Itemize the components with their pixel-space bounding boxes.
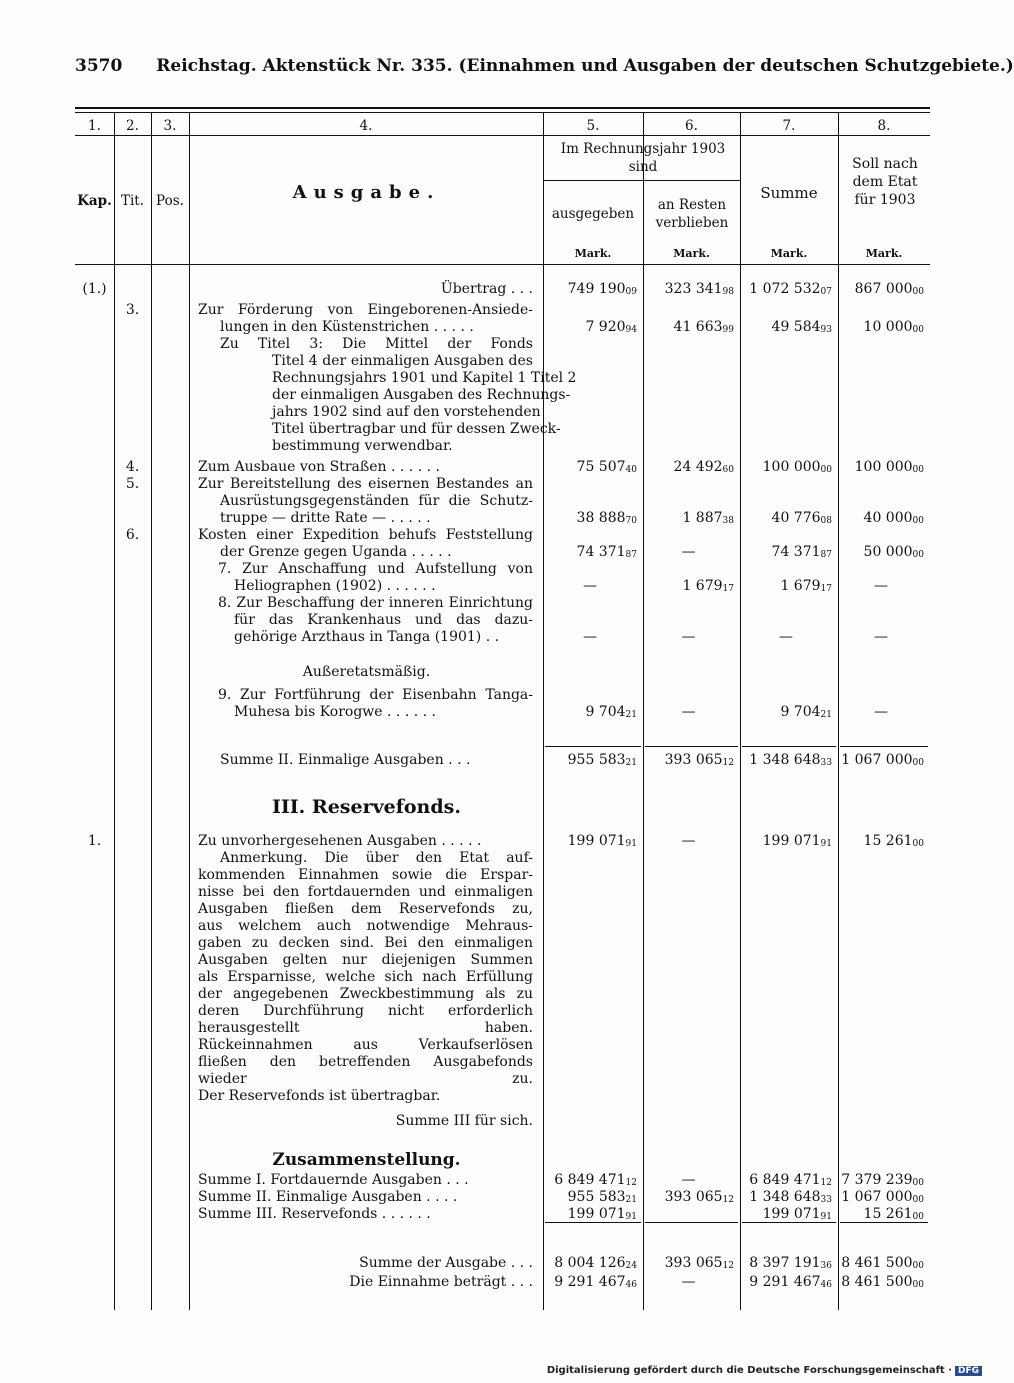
row-description [190,796,543,818]
row-description [198,687,533,721]
value-amount: 100 000 [762,459,821,475]
value-v5 [543,833,637,853]
sum-rule [742,1222,836,1223]
value-v6 [643,752,734,772]
description-line: kommenden Einnahmen sowie die Erspar- [198,867,533,883]
value-amount: 41 663 [673,319,723,335]
value-v7 [740,1206,832,1226]
row-description [198,833,533,850]
value-amount: — [681,833,696,849]
value-pfennig: 21 [625,758,637,768]
description-line: Zusammenstellung. [272,1150,461,1170]
value-pfennig: 46 [820,1280,832,1290]
value-v5 [543,1206,637,1226]
description-line: Summe II. Einmalige Ausgaben . . . [220,752,471,768]
value-v8 [838,1274,924,1294]
value-pfennig: 40 [625,465,637,475]
value-v7 [740,510,832,530]
description-line: wieder zu. [198,1071,533,1087]
value-pfennig: 00 [912,516,924,526]
value-v6 [643,629,734,646]
value-amount: 323 341 [664,281,723,297]
value-v6 [643,1189,734,1209]
description-line: 7. Zur Anschaffung und Aufstellung von [218,561,533,577]
description-line: herausgestellt haben. [198,1020,533,1036]
header-bottom-line [75,264,930,265]
value-amount: — [583,578,597,594]
value-amount: 867 000 [854,281,913,297]
value-pfennig: 12 [820,1178,832,1188]
value-v5 [543,459,637,479]
value-amount: 199 071 [567,1206,626,1222]
value-pfennig: 12 [722,758,734,768]
value-v7 [740,544,832,564]
value-pfennig: 00 [912,325,924,335]
description-line: der einmaligen Ausgaben des Rechnungs- [272,387,571,403]
value-pfennig: 00 [912,839,924,849]
value-amount: 49 584 [771,319,821,335]
description-line: Zur Bereitstellung des eisernen Bestandes an [198,476,533,492]
description-line: Zu unvorhergesehenen Ausgaben . . . . . [198,833,482,849]
value-amount: 15 261 [863,833,913,849]
description-line: nisse bei den fortdauernden und einmaligen [198,884,533,900]
value-pfennig: 00 [912,550,924,560]
col-number-6: 6. [685,118,698,134]
value-v6 [643,1255,734,1275]
value-amount: 7 379 239 [841,1172,913,1188]
value-amount: — [779,629,793,645]
value-amount: 1 067 000 [841,1189,913,1205]
ausgabe-header: Ausgabe. [292,182,441,203]
value-amount: 38 888 [576,510,626,526]
description-line: Summe der Ausgabe . . . [359,1255,533,1271]
description-line: gaben zu decken sind. Bei den einmaligen [198,935,533,951]
value-pfennig: 33 [820,758,832,768]
kap-number: (1.) [82,281,107,297]
description-line: gehörige Arzthaus in Tanga (1901) . . [234,629,500,645]
row-description [198,1274,533,1291]
value-amount: 955 583 [567,752,626,768]
description-line: als Ersparnisse, welche sich nach Erfüllung [198,969,533,985]
description-line: Titel 4 der einmaligen Ausgaben des [272,353,533,369]
value-pfennig: 33 [820,1195,832,1205]
value-v6 [643,319,734,339]
value-v7 [740,752,832,772]
col-number-8: 8. [877,118,891,134]
value-v7 [740,578,832,598]
description-line: Ausrüstungsgegenständen für die Schutz- [220,493,533,509]
value-pfennig: 91 [625,1212,637,1222]
page-title: Reichstag. Aktenstück Nr. 335. (Einnahmen und Ausgaben der deutschen Schutzgebiete.) [156,56,1014,76]
value-amount: 1 348 648 [749,1189,821,1205]
description-line: Summe I. Fortdauernde Ausgaben . . . [198,1172,469,1188]
value-pfennig: 00 [820,465,832,475]
description-line: Rechnungsjahrs 1901 und Kapitel 1 Titel 2 [272,370,577,386]
row-description [198,850,533,1105]
description-line: lungen in den Küstenstrichen . . . . . [220,319,474,335]
value-amount: 6 849 471 [554,1172,626,1188]
value-amount: 1 679 [682,578,723,594]
value-amount: 7 920 [585,319,626,335]
footer-text: Digitalisierung gefördert durch die Deutsche Forschungsgemeinschaft · [546,1365,952,1376]
mark-label-5: Mark. [574,247,612,260]
value-v5 [543,319,637,339]
value-pfennig: 12 [722,1261,734,1271]
value-amount: 8 004 126 [554,1255,626,1271]
page-number: 3570 [75,56,123,76]
value-pfennig: 24 [625,1261,637,1271]
value-amount: 199 071 [567,833,626,849]
description-line: Heliographen (1902) . . . . . . [234,578,436,594]
value-amount: 40 776 [771,510,821,526]
value-v6 [643,1274,734,1291]
value-pfennig: 46 [625,1280,637,1290]
value-v8 [838,629,924,646]
value-v8 [838,510,924,530]
value-v7 [740,704,832,724]
value-v6 [643,544,734,561]
value-amount: 40 000 [863,510,913,526]
value-pfennig: 00 [912,1212,924,1222]
value-v7 [740,833,832,853]
value-pfennig: 70 [625,516,637,526]
rechnungsjahr-header: Im Rechnungsjahr 1903 sind [560,141,726,175]
value-pfennig: 00 [912,465,924,475]
value-v7 [740,629,832,646]
value-amount: — [681,544,696,560]
description-line: der angegebenen Zweckbestimmung als zu [198,986,533,1002]
sum-rule [840,746,928,747]
description-line: Zu Titel 3: Die Mittel der Fonds [220,336,533,352]
value-v5 [543,704,637,724]
value-pfennig: 98 [722,287,734,297]
tit-number: 3. [125,302,140,318]
mark-label-6: Mark. [673,247,710,260]
subheader-line [543,180,740,181]
col-number-3: 3. [163,118,177,134]
row-description [198,1206,533,1223]
row-description [198,1189,533,1206]
value-v6 [643,281,734,301]
value-v8 [838,1255,924,1275]
page-header [75,56,1014,76]
description-line: für das Krankenhaus und das dazu- [234,612,533,628]
col-number-1: 1. [88,118,101,134]
value-pfennig: 12 [625,1178,637,1188]
value-v7 [740,319,832,339]
header-number-line [75,135,930,136]
value-amount: 749 190 [567,281,626,297]
description-line: Der Reservefonds ist übertragbar. [198,1088,441,1104]
tit-header: Tit. [120,193,145,209]
row-description [198,1172,533,1189]
row-description [198,1255,533,1272]
sum-rule [645,746,738,747]
value-v8 [838,704,924,721]
value-v5 [543,1274,637,1294]
summe-header: Summe [760,184,818,202]
row-description [190,1150,543,1170]
col-number-2: 2. [126,118,139,134]
value-amount: 8 397 191 [749,1255,821,1271]
value-v6 [643,510,734,530]
footer [547,1365,982,1376]
value-amount: 393 065 [664,1189,723,1205]
value-pfennig: 87 [625,550,637,560]
sum-rule [545,746,641,747]
value-pfennig: 21 [820,710,832,720]
dfg-logo: DFG [955,1366,982,1376]
value-pfennig: 00 [912,1280,924,1290]
value-amount: 6 849 471 [749,1172,821,1188]
description-line: bestimmung verwendbar. [272,438,453,454]
ausgegeben-header: ausgegeben [551,206,635,222]
value-amount: 393 065 [664,1255,723,1271]
value-amount: 10 000 [863,319,913,335]
description-line: III. Reservefonds. [272,796,461,818]
col-divider [151,113,152,1310]
row-description [220,752,533,769]
value-amount: 199 071 [762,1206,821,1222]
col-number-4: 4. [359,118,373,134]
value-v8 [838,544,924,564]
value-v6 [643,1172,734,1189]
value-pfennig: 07 [820,287,832,297]
value-pfennig: 21 [625,1195,637,1205]
value-v5 [543,510,637,530]
description-line: Muhesa bis Korogwe . . . . . . [234,704,436,720]
value-v6 [643,833,734,850]
row-description [198,281,533,298]
value-amount: 8 461 500 [841,1274,913,1290]
value-amount: 24 492 [673,459,723,475]
kap-number: 1. [87,833,102,849]
value-v6 [643,459,734,479]
col-number-7: 7. [782,118,796,134]
value-amount: 8 461 500 [841,1255,913,1271]
description-line: 8. Zur Beschaffung der inneren Einrichtung [218,595,533,611]
tit-number: 6. [125,527,140,543]
description-line: Ausgaben gelten nur diejenigen Summen [198,952,533,968]
value-amount: 199 071 [762,833,821,849]
description-line: Ausgaben fließen dem Reservefonds zu, [198,901,533,917]
value-pfennig: 91 [820,839,832,849]
value-amount: 9 704 [585,704,626,720]
tit-number: 4. [125,459,140,475]
value-v7 [740,459,832,479]
description-line: Summe III für sich. [395,1113,533,1129]
description-line: Anmerkung. Die über den Etat auf- [220,850,533,866]
description-line: 9. Zur Fortführung der Eisenbahn Tanga- [218,687,533,703]
value-amount: — [681,1274,696,1290]
an-resten-header: an Resten verblieben [655,197,729,231]
soll-header: Soll nach dem Etat für 1903 [852,156,918,208]
value-pfennig: 12 [722,1195,734,1205]
description-line: der Grenze gegen Uganda . . . . . [220,544,452,560]
value-amount: 75 507 [576,459,626,475]
value-v8 [838,459,924,479]
description-line: fließen den betreffenden Ausgabefonds [198,1054,533,1070]
sum-rule [840,1222,928,1223]
value-pfennig: 00 [912,1178,924,1188]
value-pfennig: 36 [820,1261,832,1271]
row-description [198,527,533,561]
value-amount: — [874,629,888,645]
value-v8 [838,319,924,339]
value-pfennig: 94 [625,325,637,335]
value-pfennig: 00 [912,1195,924,1205]
description-line: Außeretatsmäßig. [302,664,431,680]
value-v8 [838,833,924,853]
value-pfennig: 93 [820,325,832,335]
value-amount: 1 887 [682,510,723,526]
value-v7 [740,1274,832,1294]
value-amount: 74 371 [576,544,626,560]
row-description [198,476,533,527]
value-v8 [838,1206,924,1226]
value-pfennig: 00 [912,758,924,768]
description-line: Rückeinnahmen aus Verkaufserlösen [198,1037,533,1053]
description-line: Zur Förderung von Eingeborenen-Ansiede- [198,302,533,318]
value-pfennig: 91 [625,839,637,849]
row-description [190,664,543,681]
col-divider [114,113,115,1310]
sum-rule [645,1222,738,1223]
value-v7 [740,281,832,301]
value-amount: — [583,629,597,645]
value-amount: 1 679 [780,578,821,594]
value-amount: — [681,629,696,645]
value-amount: 1 072 532 [749,281,821,297]
value-v5 [543,629,637,646]
kap-header: Kap. [77,193,112,209]
tit-number: 5. [125,476,140,492]
value-pfennig: 00 [912,1261,924,1271]
value-amount: — [874,704,888,720]
value-amount: 955 583 [567,1189,626,1205]
top-rule [75,107,930,109]
mark-label-8: Mark. [865,247,903,260]
description-line: Titel übertragbar und für dessen Zweck- [272,421,561,437]
row-description [198,336,577,455]
description-line: Zum Ausbaue von Straßen . . . . . . [198,459,440,475]
description-line: aus welchem auch notwendige Mehraus- [198,918,533,934]
value-amount: 1 067 000 [841,752,913,768]
value-amount: 9 704 [780,704,821,720]
description-line: jahrs 1902 sind auf den vorstehenden [272,404,541,420]
description-line: Kosten einer Expedition behufs Feststellung [198,527,533,543]
row-description [198,302,533,336]
value-amount: 50 000 [863,544,913,560]
value-amount: 15 261 [863,1206,913,1222]
sum-rule [545,1222,641,1223]
row-description [198,459,533,476]
value-v5 [543,752,637,772]
description-line: Die Einnahme beträgt . . . [349,1274,533,1290]
value-v6 [643,578,734,598]
value-v8 [838,578,924,595]
value-amount: 1 348 648 [749,752,821,768]
value-amount: — [681,1172,696,1188]
row-description [198,595,533,646]
value-amount: 9 291 467 [749,1274,821,1290]
col-divider [189,113,190,1310]
value-amount: — [874,578,888,594]
value-v8 [838,752,924,772]
value-amount: — [681,704,696,720]
mark-label-7: Mark. [770,247,808,260]
value-v8 [838,281,924,301]
description-line: Summe III. Reservefonds . . . . . . [198,1206,431,1222]
value-amount: 9 291 467 [554,1274,626,1290]
description-line: Summe II. Einmalige Ausgaben . . . . [198,1189,458,1205]
value-pfennig: 09 [625,287,637,297]
value-pfennig: 60 [722,465,734,475]
value-pfennig: 87 [820,550,832,560]
description-line: deren Durchführung nicht erforderlich [198,1003,533,1019]
value-v6 [643,704,734,721]
value-v7 [740,1255,832,1275]
value-pfennig: 17 [820,584,832,594]
value-v5 [543,544,637,564]
value-amount: 100 000 [854,459,913,475]
value-v5 [543,1255,637,1275]
value-pfennig: 08 [820,516,832,526]
description-line: Übertrag . . . [440,281,533,297]
description-line: truppe — dritte Rate — . . . . . [220,510,431,526]
value-pfennig: 00 [912,287,924,297]
value-v5 [543,578,637,595]
value-v5 [543,281,637,301]
sum-rule [742,746,836,747]
col-number-5: 5. [586,118,600,134]
value-pfennig: 21 [625,710,637,720]
value-pfennig: 38 [722,516,734,526]
row-description [198,561,533,595]
value-amount: 74 371 [771,544,821,560]
top-rule-thin [75,112,930,113]
value-amount: 393 065 [664,752,723,768]
pos-header: Pos. [156,193,184,209]
value-pfennig: 99 [722,325,734,335]
row-description [198,1113,533,1130]
value-pfennig: 91 [820,1212,832,1222]
value-pfennig: 17 [722,584,734,594]
